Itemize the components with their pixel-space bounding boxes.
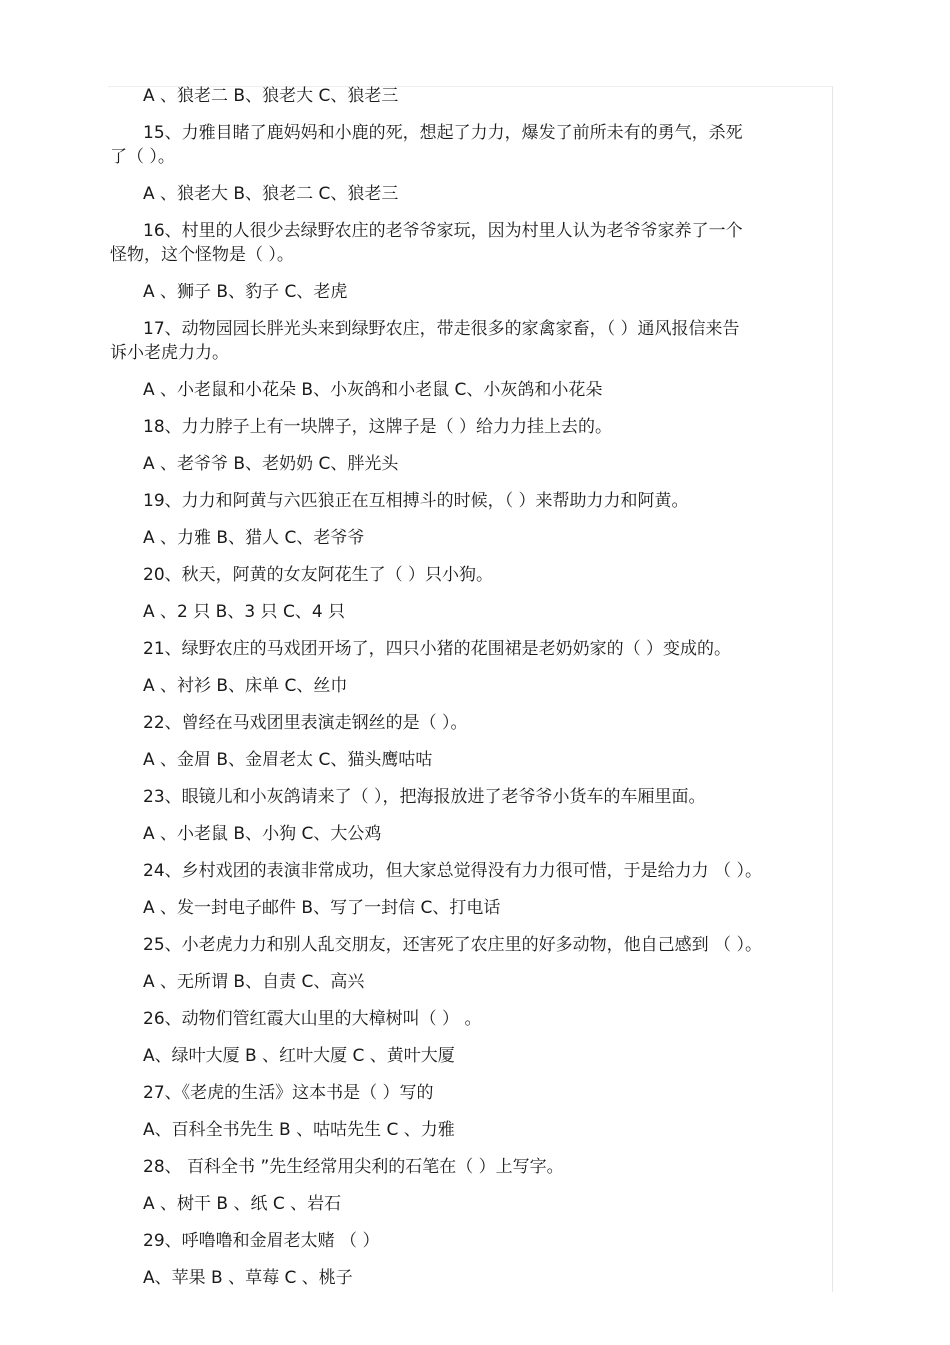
answer-options: A、苹果 B 、草莓 C 、桃子	[143, 1268, 353, 1288]
question	[110, 933, 825, 957]
question-line: 21、绿野农庄的马戏团开场了，四只小猪的花围裙是老奶奶家的（ ）变成的。	[143, 639, 732, 659]
question	[110, 1007, 825, 1031]
question	[110, 785, 825, 809]
question-line: 怪物，这个怪物是（ ）。	[110, 245, 294, 265]
question-line: 27、《老虎的生活》这本书是（ ）写的	[143, 1083, 434, 1103]
question-line: 19、力力和阿黄与六匹狼正在互相搏斗的时候，（ ）来帮助力力和阿黄。	[143, 491, 689, 511]
answer-options: A 、无所谓 B、自责 C、高兴	[143, 972, 365, 992]
question-line: 16、村里的人很少去绿野农庄的老爷爷家玩，因为村里人认为老爷爷家养了一个	[143, 221, 743, 241]
question	[110, 489, 825, 513]
question	[110, 121, 825, 169]
answer-options: A 、小老鼠 B、小狗 C、大公鸡	[143, 824, 382, 844]
answer-options: A 、金眉 B、金眉老太 C、猫头鹰咕咕	[143, 750, 433, 770]
answer-options: A 、小老鼠和小花朵 B、小灰鸽和小老鼠 C、小灰鸽和小花朵	[143, 380, 603, 400]
question-line: 26、动物们管红霞大山里的大樟树叫（ ） 。	[143, 1009, 482, 1029]
question	[110, 1155, 825, 1179]
answer-options: A 、狼老二 B、狼老大 C、狼老三	[143, 86, 399, 106]
question	[110, 317, 825, 365]
answer-options: A、百科全书先生 B 、咕咕先生 C 、力雅	[143, 1120, 455, 1140]
question-line: 24、乡村戏团的表演非常成功，但大家总觉得没有力力很可惜，于是给力力 （ ）。	[143, 861, 762, 881]
question	[110, 563, 825, 587]
question	[110, 415, 825, 439]
question-line: 了（ ）。	[110, 147, 175, 167]
answer-options: A 、发一封电子邮件 B、写了一封信 C、打电话	[143, 898, 501, 918]
answer-options: A、绿叶大厦 B 、红叶大厦 C 、黄叶大厦	[143, 1046, 455, 1066]
answer-options: A 、狼老大 B、狼老二 C、狼老三	[143, 184, 399, 204]
question-line: 25、小老虎力力和别人乱交朋友，还害死了农庄里的好多动物，他自己感到 （ ）。	[143, 935, 762, 955]
question-line: 22、曾经在马戏团里表演走钢丝的是（ ）。	[143, 713, 468, 733]
answer-options: A 、老爷爷 B、老奶奶 C、胖光头	[143, 454, 399, 474]
question	[110, 859, 825, 883]
question-list	[110, 84, 825, 1303]
answer-options: A 、狮子 B、豹子 C、老虎	[143, 282, 348, 302]
question-line: 15、力雅目睹了鹿妈妈和小鹿的死，想起了力力，爆发了前所未有的勇气，杀死	[143, 123, 743, 143]
answer-options: A 、树干 B 、纸 C 、岩石	[143, 1194, 342, 1214]
question-line: 18、力力脖子上有一块牌子，这牌子是（ ）给力力挂上去的。	[143, 417, 613, 437]
question	[110, 711, 825, 735]
question-line: 28、 百科全书 ”先生经常用尖利的石笔在（ ）上写字。	[143, 1157, 564, 1177]
answer-options: A 、力雅 B、猎人 C、老爷爷	[143, 528, 365, 548]
question-line: 29、呼噜噜和金眉老太赌 （ ）	[143, 1231, 380, 1251]
question	[110, 1229, 825, 1253]
question-line: 23、眼镜儿和小灰鸽请来了（ ），把海报放进了老爷爷小货车的车厢里面。	[143, 787, 706, 807]
answer-options: A 、衬衫 B、床单 C、丝巾	[143, 676, 348, 696]
question-line: 诉小老虎力力。	[110, 343, 229, 363]
question	[110, 219, 825, 267]
answer-options: A 、2 只 B、3 只 C、4 只	[143, 602, 346, 622]
question-line: 20、秋天，阿黄的女友阿花生了（ ）只小狗。	[143, 565, 494, 585]
question	[110, 1081, 825, 1105]
question	[110, 637, 825, 661]
question-line: 17、动物园园长胖光头来到绿野农庄，带走很多的家禽家畜，（ ）通风报信来告	[143, 319, 740, 339]
